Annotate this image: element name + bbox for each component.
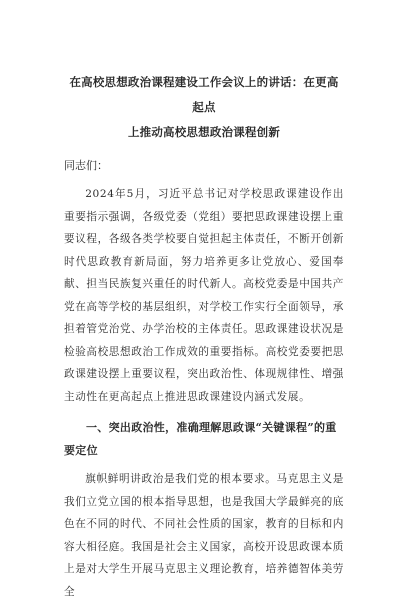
title-line-2: 上推动高校思想政治课程创新 <box>127 125 281 139</box>
section-heading-1: 一、突出政治性，准确理解思政课“关键课程”的重要定位 <box>64 421 337 457</box>
document-title <box>64 70 344 145</box>
paragraph-2: 旗帜鲜明讲政治是我们党的根本要求。马克思主义是我们立党立国的根本指导思想，也是我国大学最鲜亮的底色在不同的时代、不同社会性质的国家，教育的目标和内容大相径庭。我国是社会主义国家，高校开设思政课本质上是对大学生开展马克思主义理论教育，培养德智体美劳全 <box>64 473 344 598</box>
paragraph-1: 2024年5月，习近平总书记对学校思政课建设作出重要指示强调，各级党委（党组）要把思政课建设摆上重要议程，各级各类学校要自觉担起主体责任，不断开创新时代思政教育新局面，努力培养更多让党放心、爱国奉献、担当民族复兴重任的时代新人。高校党委是中国共产党在高等学校的基层组织，对学校工作实行全面领导，承担着管党治党、办学治校的主体责任。思政课建设状况是检验高校思想政治工作成效的重要指标。高校党委要把思政课建设摆上重要议程，突出政治性、体现规律性、增强主动性在更高起点上推进思政课建设内涵式发展。 <box>64 188 344 403</box>
salutation: 同志们： <box>64 159 108 172</box>
title-line-1: 在高校思想政治课程建设工作会议上的讲话：在更高起点 <box>69 75 339 114</box>
